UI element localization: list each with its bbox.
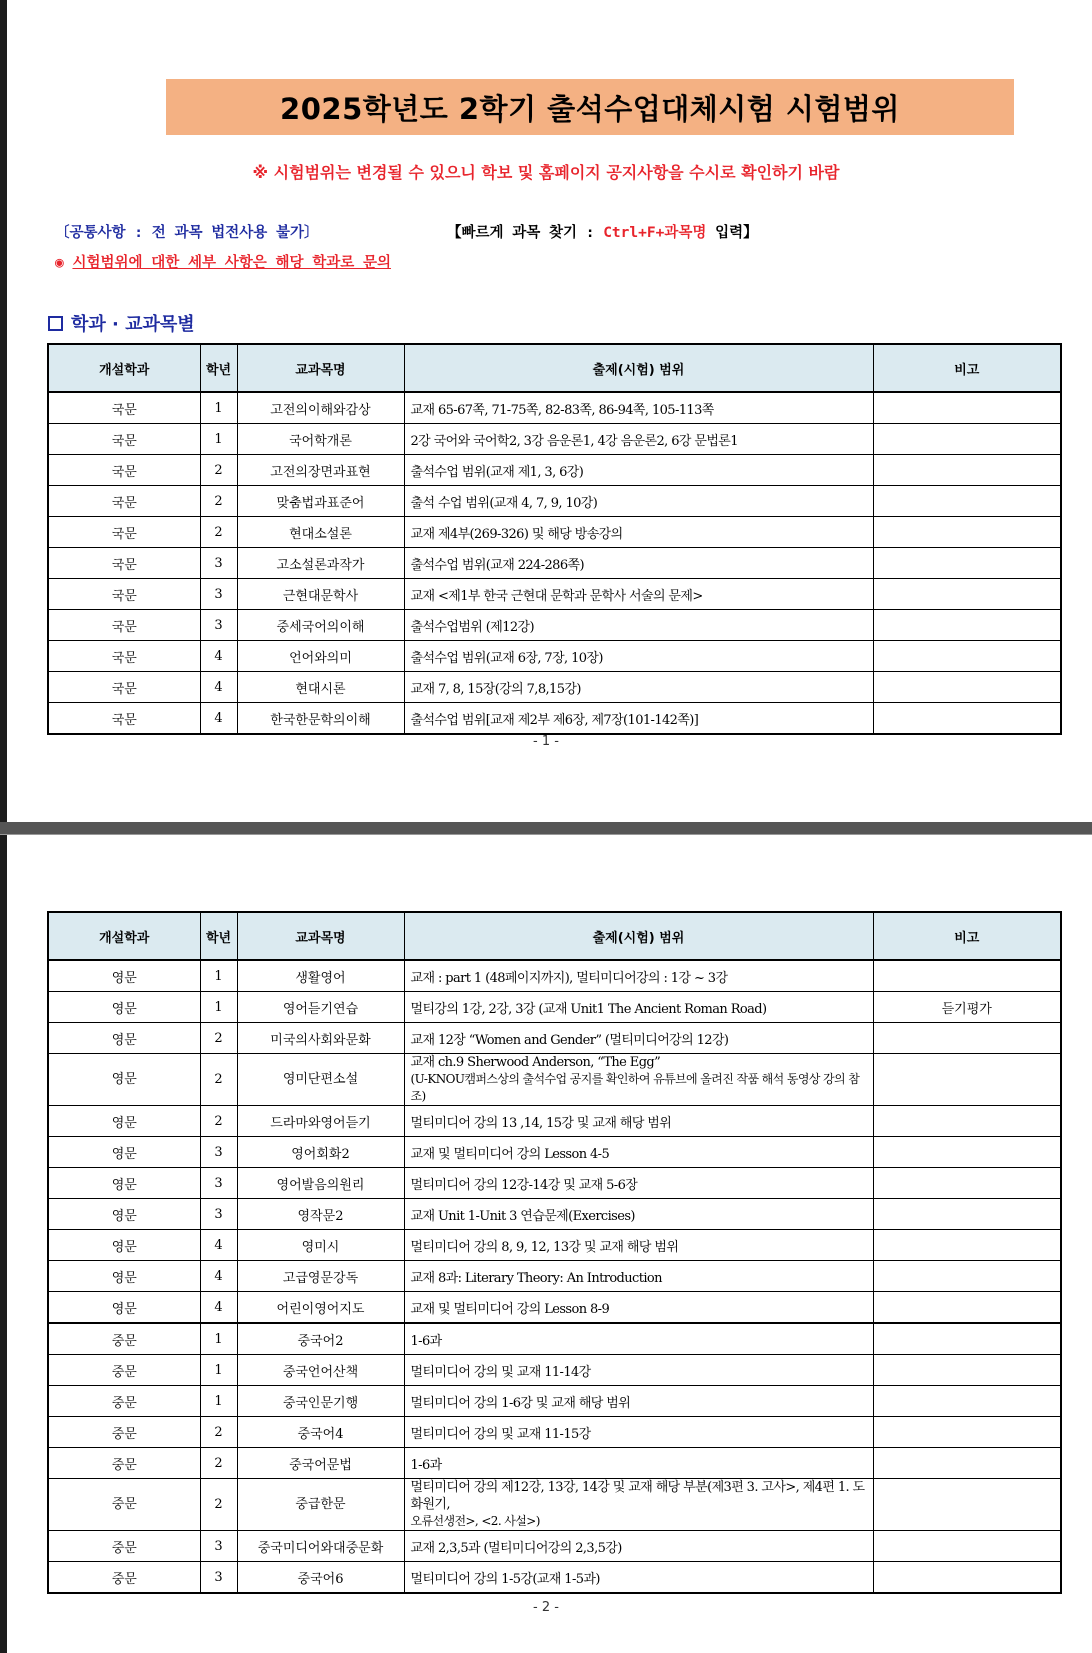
section-heading [48,310,195,336]
page-separator-line [0,834,1092,835]
cell-course: 중세국어의이해 [237,610,404,641]
change-notice: ※ 시험범위는 변경될 수 있으니 학보 및 홈페이지 공지사항을 수시로 확인하기 바람 [252,163,840,182]
cell-year: 2 [200,455,237,486]
cell-range: 교재 8과: Literary Theory: An Introduction [404,1261,873,1292]
cell-dept: 국문 [48,455,200,486]
cell-course: 중국미디어와대중문화 [237,1531,404,1562]
table-row [48,1417,1061,1448]
cell-range: 출석수업 범위(교재 제1, 3, 6강) [404,455,873,486]
cell-dept: 중문 [48,1355,200,1386]
square-bullet-icon [48,316,63,331]
cell-year: 3 [200,548,237,579]
cell-range: 출석수업 범위[교재 제2부 제6장, 제7장(101-142쪽)] [404,703,873,735]
table-row [48,1261,1061,1292]
cell-year: 4 [200,672,237,703]
header-dept: 개설학과 [48,344,200,392]
table-row [48,1448,1061,1479]
cell-course: 고전의장면과표현 [237,455,404,486]
table-row [48,1386,1061,1417]
header-year: 학년 [200,912,237,960]
cell-dept: 영문 [48,1023,200,1054]
cell-year: 2 [200,1448,237,1479]
cell-dept: 국문 [48,486,200,517]
cell-note [873,1137,1061,1168]
cell-note [873,1323,1061,1355]
cell-range: 1-6과 [404,1323,873,1355]
cell-year: 4 [200,703,237,735]
page-separator [0,822,1092,834]
cell-range: 출석수업범위 (제12강) [404,610,873,641]
section-title: 학과 · 교과목별 [71,314,195,335]
cell-course: 미국의사회와문화 [237,1023,404,1054]
cell-year: 3 [200,579,237,610]
quick-find-keys: Ctrl+F+과목명 [603,225,707,241]
cell-dept: 중문 [48,1479,200,1531]
cell-range: 출석 수업 범위(교재 4, 7, 9, 10강) [404,486,873,517]
cell-course: 고전의이해와감상 [237,392,404,424]
cell-dept: 영문 [48,1168,200,1199]
quick-find-suffix: 입력】 [706,225,758,241]
cell-year: 1 [200,1386,237,1417]
cell-note [873,1562,1061,1594]
cell-range-line-1: 멀티미디어 강의 제12강, 13강, 14강 및 교재 해당 부분(제3편 3. 고사>, 제4편 1. 도화원기, [410,1480,865,1512]
cell-dept: 국문 [48,703,200,735]
cell-course: 중국어4 [237,1417,404,1448]
cell-dept: 국문 [48,610,200,641]
cell-range: 멀티미디어 강의 1-6강 및 교재 해당 범위 [404,1386,873,1417]
cell-dept: 국문 [48,548,200,579]
cell-range: 1-6과 [404,1448,873,1479]
cell-dept: 국문 [48,641,200,672]
exam-range-table-page-1 [47,343,1062,735]
cell-range: 교재 및 멀티미디어 강의 Lesson 4-5 [404,1137,873,1168]
table-row [48,1479,1061,1531]
contact-bullet: ◉ [55,255,73,271]
cell-range: 교재 및 멀티미디어 강의 Lesson 8-9 [404,1292,873,1324]
cell-note [873,1168,1061,1199]
header-course: 교과목명 [237,344,404,392]
table-row [48,1199,1061,1230]
cell-course: 중급한문 [237,1479,404,1531]
table-row [48,486,1061,517]
cell-note [873,517,1061,548]
cell-range: 교재 12장 “Women and Gender” (멀티미디어강의 12강) [404,1023,873,1054]
cell-year: 2 [200,486,237,517]
cell-note [873,424,1061,455]
header-note: 비고 [873,344,1061,392]
cell-dept: 국문 [48,392,200,424]
table-row [48,672,1061,703]
cell-note [873,610,1061,641]
cell-year: 1 [200,1355,237,1386]
cell-note [873,672,1061,703]
cell-year: 3 [200,610,237,641]
cell-note [873,1479,1061,1531]
table-row [48,455,1061,486]
cell-dept: 영문 [48,1199,200,1230]
cell-year: 1 [200,992,237,1023]
table-row [48,992,1061,1023]
page-number: - 2 - [533,1600,559,1615]
cell-dept: 영문 [48,1230,200,1261]
cell-dept: 중문 [48,1386,200,1417]
table-row [48,579,1061,610]
cell-range-line-2: 오류선생전>, <2. 사설>) [410,1514,540,1528]
cell-course: 영작문2 [237,1199,404,1230]
cell-year: 3 [200,1199,237,1230]
header-dept: 개설학과 [48,912,200,960]
table-row [48,641,1061,672]
cell-course: 중국인문기행 [237,1386,404,1417]
cell-year: 3 [200,1562,237,1594]
cell-range: 멀티미디어 강의 8, 9, 12, 13강 및 교재 해당 범위 [404,1230,873,1261]
cell-course: 국어학개론 [237,424,404,455]
cell-course: 현대소설론 [237,517,404,548]
cell-range-line-1: 교재 ch.9 Sherwood Anderson, “The Egg” [410,1055,661,1070]
cell-course: 한국한문학의이해 [237,703,404,735]
header-range: 출제(시험) 범위 [404,912,873,960]
header-course: 교과목명 [237,912,404,960]
cell-note [873,1023,1061,1054]
cell-course: 중국어문법 [237,1448,404,1479]
cell-year: 1 [200,960,237,992]
table-row [48,1531,1061,1562]
cell-range: 2강 국어와 국어학2, 3강 음운론1, 4강 음운론2, 6강 문법론1 [404,424,873,455]
cell-year: 1 [200,1323,237,1355]
cell-range: 멀티미디어 강의 13 ,14, 15강 및 교재 해당 범위 [404,1106,873,1137]
contact-note [55,251,391,272]
cell-year: 2 [200,1023,237,1054]
cell-course: 영미시 [237,1230,404,1261]
cell-dept: 영문 [48,1292,200,1324]
cell-year: 2 [200,1106,237,1137]
cell-range: 출석수업 범위(교재 224-286쪽) [404,548,873,579]
cell-year: 4 [200,1292,237,1324]
cell-course: 중국어6 [237,1562,404,1594]
cell-note [873,1199,1061,1230]
cell-course: 영어회화2 [237,1137,404,1168]
cell-dept: 영문 [48,960,200,992]
cell-dept: 영문 [48,1137,200,1168]
cell-dept: 국문 [48,672,200,703]
cell-course: 영어듣기연습 [237,992,404,1023]
cell-range: 출석수업 범위(교재 6장, 7장, 10장) [404,641,873,672]
exam-range-table-page-2 [47,911,1062,1594]
cell-range-line-2: (U-KNOU캠퍼스상의 출석수업 공지를 확인하여 유튜브에 올려진 작품 해석 동영상 강의 참조) [410,1072,860,1103]
cell-range [404,1054,873,1106]
cell-dept: 국문 [48,424,200,455]
table-header-row [48,912,1061,960]
cell-note [873,455,1061,486]
cell-year: 2 [200,1479,237,1531]
cell-course: 드라마와영어듣기 [237,1106,404,1137]
cell-range: 멀티미디어 강의 1-5강(교재 1-5과) [404,1562,873,1594]
cell-range: 멀티미디어 강의 및 교재 11-14강 [404,1355,873,1386]
table-row [48,1323,1061,1355]
document-title: 2025학년도 2학기 출석수업대체시험 시험범위 [280,91,900,126]
cell-year: 4 [200,1230,237,1261]
cell-course: 고소설론과작가 [237,548,404,579]
cell-dept: 국문 [48,579,200,610]
cell-course: 중국언어산책 [237,1355,404,1386]
cell-range: 교재 제4부(269-326) 및 해당 방송강의 [404,517,873,548]
table-row [48,1054,1061,1106]
cell-range: 교재 65-67쪽, 71-75쪽, 82-83쪽, 86-94쪽, 105-113쪽 [404,392,873,424]
header-note: 비고 [873,912,1061,960]
cell-range: 교재 : part 1 (48페이지까지), 멀티미디어강의 : 1강 ~ 3강 [404,960,873,992]
cell-dept: 영문 [48,1261,200,1292]
cell-course: 어린이영어지도 [237,1292,404,1324]
cell-course: 고급영문강독 [237,1261,404,1292]
cell-year: 3 [200,1531,237,1562]
table-row [48,703,1061,735]
cell-note [873,1355,1061,1386]
document-title-banner [166,79,1014,135]
cell-dept: 중문 [48,1562,200,1594]
cell-note: 듣기평가 [873,992,1061,1023]
cell-course: 맞춤법과표준어 [237,486,404,517]
cell-range: 교재 2,3,5과 (멀티미디어강의 2,3,5강) [404,1531,873,1562]
cell-range [404,1479,873,1531]
contact-text: 시험범위에 대한 세부 사항은 해당 학과로 문의 [72,255,391,271]
cell-dept: 중문 [48,1448,200,1479]
page-number: - 1 - [533,734,559,749]
cell-course: 중국어2 [237,1323,404,1355]
cell-dept: 국문 [48,517,200,548]
cell-dept: 영문 [48,1054,200,1106]
cell-note [873,1448,1061,1479]
cell-year: 2 [200,517,237,548]
cell-note [873,579,1061,610]
cell-note [873,641,1061,672]
table-row [48,1230,1061,1261]
cell-note [873,1230,1061,1261]
cell-course: 언어와의미 [237,641,404,672]
table-row [48,1562,1061,1594]
table-row [48,1355,1061,1386]
cell-range: 멀티미디어 강의 및 교재 11-15강 [404,1417,873,1448]
cell-dept: 영문 [48,992,200,1023]
cell-note [873,1054,1061,1106]
table-row [48,1292,1061,1324]
quick-find-prefix: 【빠르게 과목 찾기 : [447,225,604,241]
cell-course: 근현대문학사 [237,579,404,610]
cell-dept: 중문 [48,1531,200,1562]
cell-note [873,1531,1061,1562]
cell-note [873,548,1061,579]
cell-note [873,703,1061,735]
cell-note [873,1261,1061,1292]
common-note: 〔공통사항 : 전 과목 법전사용 불가〕 [55,225,319,241]
cell-range: 교재 7, 8, 15장(강의 7,8,15강) [404,672,873,703]
cell-year: 2 [200,1054,237,1106]
cell-course: 현대시론 [237,672,404,703]
table-row [48,1106,1061,1137]
table-header-row [48,344,1061,392]
cell-note [873,960,1061,992]
cell-note [873,1106,1061,1137]
cell-year: 3 [200,1137,237,1168]
table-row [48,1168,1061,1199]
quick-find-hint [447,221,758,242]
cell-year: 1 [200,424,237,455]
cell-year: 3 [200,1168,237,1199]
cell-range: 멀티미디어 강의 12강-14강 및 교재 5-6장 [404,1168,873,1199]
cell-course: 생활영어 [237,960,404,992]
cell-course: 영미단편소설 [237,1054,404,1106]
cell-note [873,1292,1061,1324]
cell-course: 영어발음의원리 [237,1168,404,1199]
cell-note [873,392,1061,424]
cell-range: 멀티강의 1강, 2강, 3강 (교재 Unit1 The Ancient Roman Road) [404,992,873,1023]
table-row [48,548,1061,579]
table-row [48,424,1061,455]
table-row [48,1023,1061,1054]
cell-year: 4 [200,1261,237,1292]
cell-range: 교재 <제1부 한국 근현대 문학과 문학사 서술의 문제> [404,579,873,610]
table-row [48,517,1061,548]
header-year: 학년 [200,344,237,392]
cell-range: 교재 Unit 1-Unit 3 연습문제(Exercises) [404,1199,873,1230]
table-row [48,392,1061,424]
cell-note [873,1417,1061,1448]
cell-year: 2 [200,1417,237,1448]
cell-dept: 중문 [48,1323,200,1355]
cell-note [873,1386,1061,1417]
cell-year: 4 [200,641,237,672]
table-row [48,610,1061,641]
header-range: 출제(시험) 범위 [404,344,873,392]
cell-note [873,486,1061,517]
table-row [48,960,1061,992]
cell-year: 1 [200,392,237,424]
cell-dept: 중문 [48,1417,200,1448]
cell-dept: 영문 [48,1106,200,1137]
table-row [48,1137,1061,1168]
